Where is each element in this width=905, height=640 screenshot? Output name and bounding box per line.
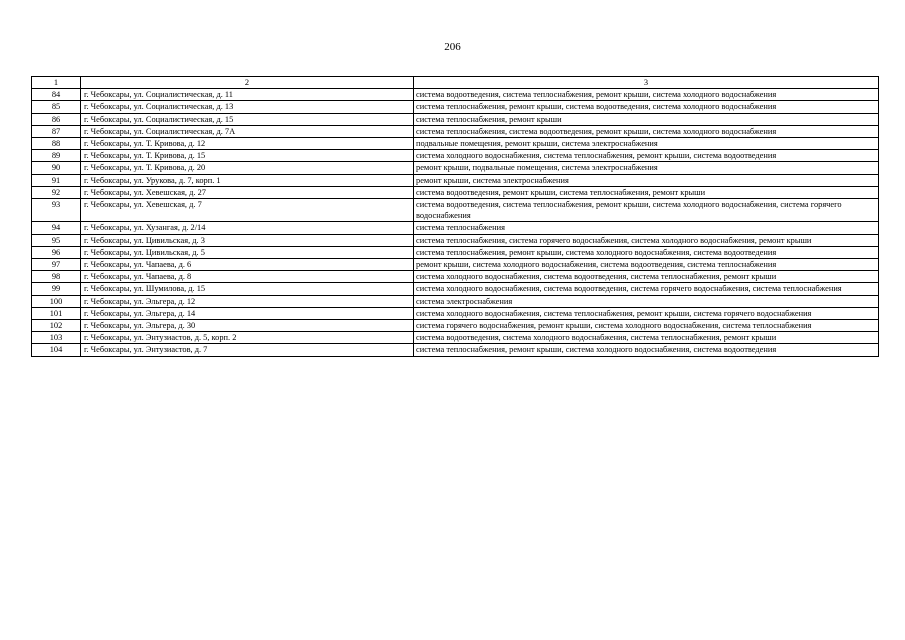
table-row xyxy=(32,174,879,186)
table-body xyxy=(32,77,879,357)
row-address: г. Чебоксары, ул. Эльгера, д. 30 xyxy=(81,320,414,332)
row-works: система горячего водоснабжения, ремонт крыши, система холодного водоснабжения, система теплоснабжения xyxy=(414,320,879,332)
table-row xyxy=(32,125,879,137)
column-header-address: 2 xyxy=(81,77,414,89)
table-row xyxy=(32,246,879,258)
row-address: г. Чебоксары, ул. Т. Кривова, д. 12 xyxy=(81,138,414,150)
row-works: система холодного водоснабжения, система водоотведения, система горячего водоснабжения, система теплоснабжения xyxy=(414,283,879,295)
table-row xyxy=(32,138,879,150)
row-works: система водоотведения, система холодного водоснабжения, система теплоснабжения, ремонт крыши xyxy=(414,332,879,344)
row-number: 95 xyxy=(32,234,81,246)
row-number: 103 xyxy=(32,332,81,344)
row-address: г. Чебоксары, ул. Хевешская, д. 7 xyxy=(81,199,414,222)
column-header-number: 1 xyxy=(32,77,81,89)
row-works: подвальные помещения, ремонт крыши, система электроснабжения xyxy=(414,138,879,150)
table-row xyxy=(32,186,879,198)
row-works: ремонт крыши, система холодного водоснабжения, система водоотведения, система теплоснабжения xyxy=(414,259,879,271)
row-works: система холодного водоснабжения, система теплоснабжения, ремонт крыши, система горячего водоснабжения xyxy=(414,307,879,319)
row-number: 84 xyxy=(32,89,81,101)
table-row xyxy=(32,89,879,101)
table-row xyxy=(32,320,879,332)
row-address: г. Чебоксары, ул. Чапаева, д. 6 xyxy=(81,259,414,271)
row-address: г. Чебоксары, ул. Т. Кривова, д. 20 xyxy=(81,162,414,174)
row-number: 94 xyxy=(32,222,81,234)
table-row xyxy=(32,101,879,113)
row-works: система водоотведения, система теплоснабжения, ремонт крыши, система холодного водоснабжения, система горячего водоснабжения xyxy=(414,199,879,222)
row-address: г. Чебоксары, ул. Эльгера, д. 12 xyxy=(81,295,414,307)
row-works: ремонт крыши, подвальные помещения, система электроснабжения xyxy=(414,162,879,174)
row-number: 102 xyxy=(32,320,81,332)
row-address: г. Чебоксары, ул. Эльгера, д. 14 xyxy=(81,307,414,319)
row-number: 98 xyxy=(32,271,81,283)
row-number: 96 xyxy=(32,246,81,258)
row-works: система водоотведения, система теплоснабжения, ремонт крыши, система холодного водоснабжения xyxy=(414,89,879,101)
row-number: 89 xyxy=(32,150,81,162)
row-works: система теплоснабжения, ремонт крыши, система водоотведения, система холодного водоснабжения xyxy=(414,101,879,113)
row-number: 90 xyxy=(32,162,81,174)
works-table xyxy=(31,76,879,357)
table-row xyxy=(32,222,879,234)
row-address: г. Чебоксары, ул. Цивильская, д. 5 xyxy=(81,246,414,258)
row-address: г. Чебоксары, ул. Урукова, д. 7, корп. 1 xyxy=(81,174,414,186)
table-row xyxy=(32,150,879,162)
row-works: ремонт крыши, система электроснабжения xyxy=(414,174,879,186)
row-works: система теплоснабжения, ремонт крыши, система холодного водоснабжения, система водоотведения xyxy=(414,344,879,356)
row-number: 91 xyxy=(32,174,81,186)
row-number: 104 xyxy=(32,344,81,356)
table-row xyxy=(32,332,879,344)
row-address: г. Чебоксары, ул. Цивильская, д. 3 xyxy=(81,234,414,246)
table-row xyxy=(32,344,879,356)
row-address: г. Чебоксары, ул. Т. Кривова, д. 15 xyxy=(81,150,414,162)
table-row xyxy=(32,271,879,283)
row-number: 101 xyxy=(32,307,81,319)
table-row xyxy=(32,295,879,307)
row-works: система электроснабжения xyxy=(414,295,879,307)
row-works: система теплоснабжения, ремонт крыши xyxy=(414,113,879,125)
row-number: 100 xyxy=(32,295,81,307)
row-address: г. Чебоксары, ул. Хузангая, д. 2/14 xyxy=(81,222,414,234)
row-address: г. Чебоксары, ул. Социалистическая, д. 11 xyxy=(81,89,414,101)
table-row xyxy=(32,162,879,174)
row-number: 97 xyxy=(32,259,81,271)
row-number: 85 xyxy=(32,101,81,113)
table-row xyxy=(32,307,879,319)
page-number: 206 xyxy=(444,41,461,53)
row-works: система теплоснабжения, ремонт крыши, система холодного водоснабжения, система водоотведения xyxy=(414,246,879,258)
column-header-works: 3 xyxy=(414,77,879,89)
row-works: система водоотведения, ремонт крыши, система теплоснабжения, ремонт крыши xyxy=(414,186,879,198)
table-row xyxy=(32,113,879,125)
row-works: система теплоснабжения, система водоотведения, ремонт крыши, система холодного водоснабжения xyxy=(414,125,879,137)
row-number: 92 xyxy=(32,186,81,198)
table-row xyxy=(32,283,879,295)
table-header-row xyxy=(32,77,879,89)
table-row xyxy=(32,259,879,271)
row-number: 87 xyxy=(32,125,81,137)
table-row xyxy=(32,199,879,222)
row-address: г. Чебоксары, ул. Хевешская, д. 27 xyxy=(81,186,414,198)
row-number: 93 xyxy=(32,199,81,222)
row-address: г. Чебоксары, ул. Социалистическая, д. 15 xyxy=(81,113,414,125)
row-address: г. Чебоксары, ул. Энтузиастов, д. 7 xyxy=(81,344,414,356)
row-address: г. Чебоксары, ул. Социалистическая, д. 13 xyxy=(81,101,414,113)
row-address: г. Чебоксары, ул. Социалистическая, д. 7А xyxy=(81,125,414,137)
row-number: 86 xyxy=(32,113,81,125)
row-number: 99 xyxy=(32,283,81,295)
row-works: система теплоснабжения, система горячего водоснабжения, система холодного водоснабжения, ремонт крыши xyxy=(414,234,879,246)
table-row xyxy=(32,234,879,246)
row-address: г. Чебоксары, ул. Шумилова, д. 15 xyxy=(81,283,414,295)
row-address: г. Чебоксары, ул. Энтузиастов, д. 5, корп. 2 xyxy=(81,332,414,344)
row-works: система холодного водоснабжения, система водоотведения, система теплоснабжения, ремонт крыши xyxy=(414,271,879,283)
row-works: система теплоснабжения xyxy=(414,222,879,234)
row-works: система холодного водоснабжения, система теплоснабжения, ремонт крыши, система водоотведения xyxy=(414,150,879,162)
row-address: г. Чебоксары, ул. Чапаева, д. 8 xyxy=(81,271,414,283)
row-number: 88 xyxy=(32,138,81,150)
